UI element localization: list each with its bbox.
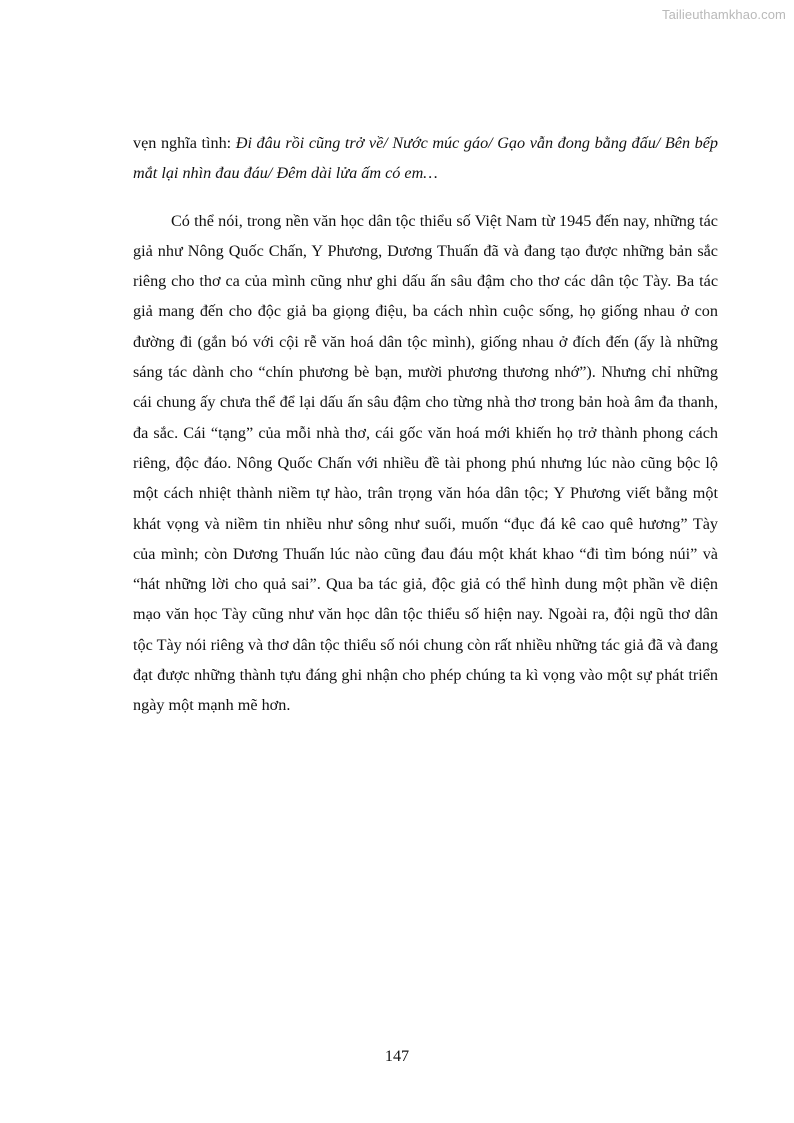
paragraph-continuation <box>133 128 718 189</box>
paragraph-lead-text: vẹn nghĩa tình: <box>133 134 236 152</box>
paragraph-main: Có thể nói, trong nền văn học dân tộc thiểu số Việt Nam từ 1945 đến nay, những tác giả như Nông Quốc Chấn, Y Phương, Dương Thuấn đã và đang tạo được những bản sắc riêng cho thơ ca của mình cũng như ghi dấu ấn sâu đậm cho thơ các dân tộc Tày. Ba tác giả mang đến cho độc giả ba giọng điệu, ba cách nhìn cuộc sống, họ giống nhau ở con đường đi (gắn bó với cội rễ văn hoá dân tộc mình), giống nhau ở đích đến (ấy là những sáng tác dành cho “chín phương bè bạn, mười phương thương nhớ”). Nhưng chỉ những cái chung ấy chưa thể để lại dấu ấn sâu đậm cho từng nhà thơ trong bản hoà âm đa thanh, đa sắc. Cái “tạng” của mỗi nhà thơ, cái gốc văn hoá mới khiến họ trở thành phong cách riêng, độc đáo. Nông Quốc Chấn với nhiều đề tài phong phú nhưng lúc nào cũng bộc lộ một cách nhiệt thành niềm tự hào, trân trọng văn hóa dân tộc; Y Phương viết bằng một khát vọng và niềm tin nhiều như sông như suối, muốn “đục đá kê cao quê hương” Tày của mình; còn Dương Thuấn lúc nào cũng đau đáu một khát khao “đi tìm bóng núi” và “hát những lời cho quả sai”. Qua ba tác giả, độc giả có thể hình dung một phần về diện mạo văn học Tày cũng như văn học dân tộc thiểu số hiện nay. Ngoài ra, đội ngũ thơ dân tộc Tày nói riêng và thơ dân tộc thiểu số nói chung còn rất nhiều những tác giả đã và đang đạt được những thành tựu đáng ghi nhận cho phép chúng ta kì vọng vào một sự phát triển ngày một mạnh mẽ hơn. <box>133 211 718 715</box>
page-body <box>133 128 718 721</box>
watermark-text: Tailieuthamkhao.com <box>661 7 786 22</box>
poem-quote: Đi đâu rồi cũng trở về/ Nước múc gáo/ Gạo vẫn đong bằng đấu/ Bên bếp mắt lại nhìn đau đáu/ Đêm dài lửa ấm có em… <box>133 134 718 183</box>
page-number: 147 <box>384 1047 410 1065</box>
